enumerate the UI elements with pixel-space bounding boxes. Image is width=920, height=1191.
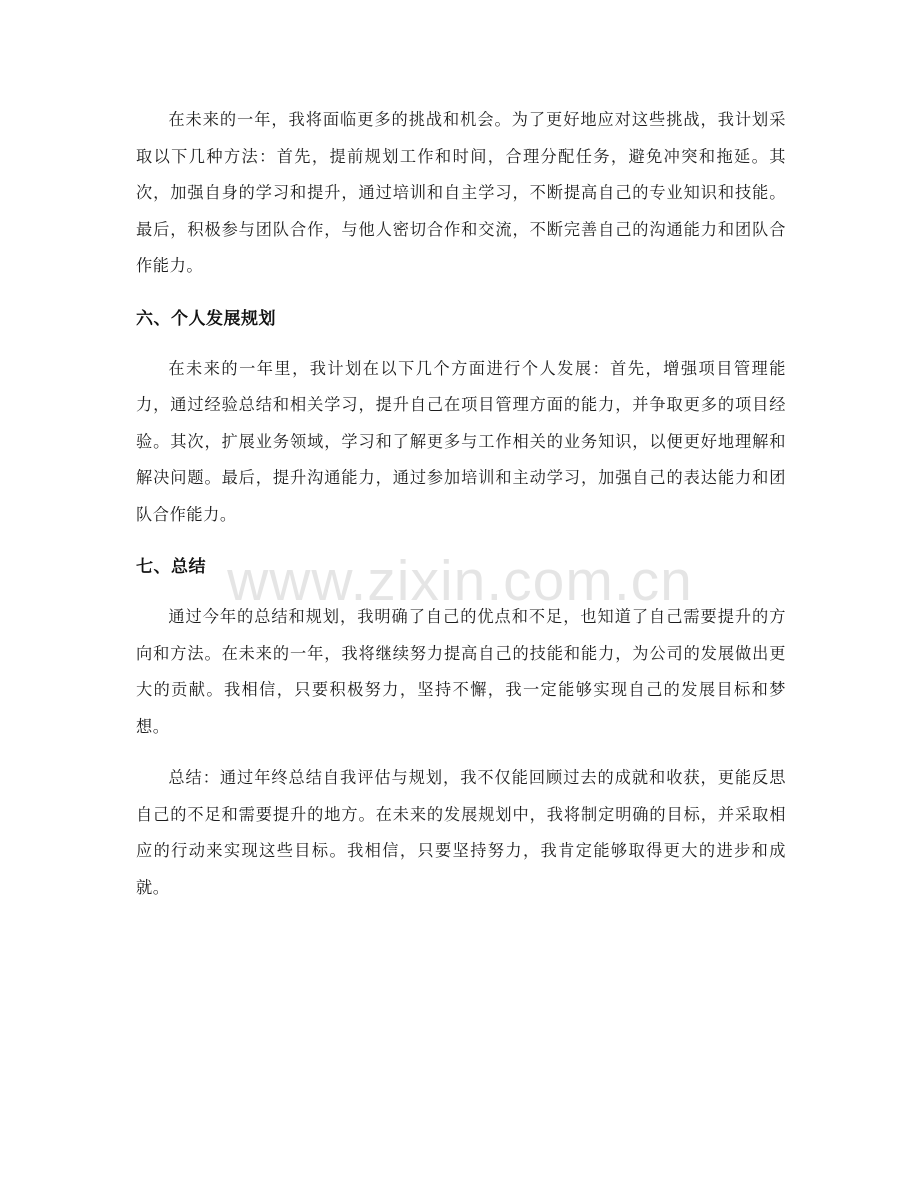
- section-heading-summary: 七、总结: [136, 557, 206, 577]
- intro-paragraph: 在未来的一年，我将面临更多的挑战和机会。为了更好地应对这些挑战，我计划采取以下几种方法：首先，提前规划工作和时间，合理分配任务，避免冲突和拖延。其次，加强自身的学习和提升，通过培训和自主学习，不断提高自己的专业知识和技能。最后，积极参与团队合作，与他人密切合作和交流，不断完善自己的沟通能力和团队合作能力。: [136, 110, 786, 275]
- watermark: www.zixin.com.cn: [227, 549, 693, 613]
- personal-development-paragraph: 在未来的一年里，我计划在以下几个方面进行个人发展：首先，增强项目管理能力，通过经验总结和相关学习，提升自己在项目管理方面的能力，并争取更多的项目经验。其次，扩展业务领域，学习和了解更多与工作相关的业务知识，以便更好地理解和解决问题。最后，提升沟通能力，通过参加培训和主动学习，加强自己的表达能力和团队合作能力。: [136, 358, 786, 524]
- section-heading-personal-development: 六、个人发展规划: [136, 308, 276, 329]
- summary-paragraph: 通过今年的总结和规划，我明确了自己的优点和不足，也知道了自己需要提升的方向和方法。在未来的一年，我将继续努力提高自己的技能和能力，为公司的发展做出更大的贡献。我相信，只要积极努力，坚持不懈，我一定能够实现自己的发展目标和梦想。: [136, 607, 786, 736]
- document-body: [136, 102, 786, 906]
- closing-summary-paragraph: 总结：通过年终总结自我评估与规划，我不仅能回顾过去的成就和收获，更能反思自己的不足和需要提升的地方。在未来的发展规划中，我将制定明确的目标，并采取相应的行动来实现这些目标。我相信，只要坚持努力，我肯定能够取得更大的进步和成就。: [136, 768, 786, 897]
